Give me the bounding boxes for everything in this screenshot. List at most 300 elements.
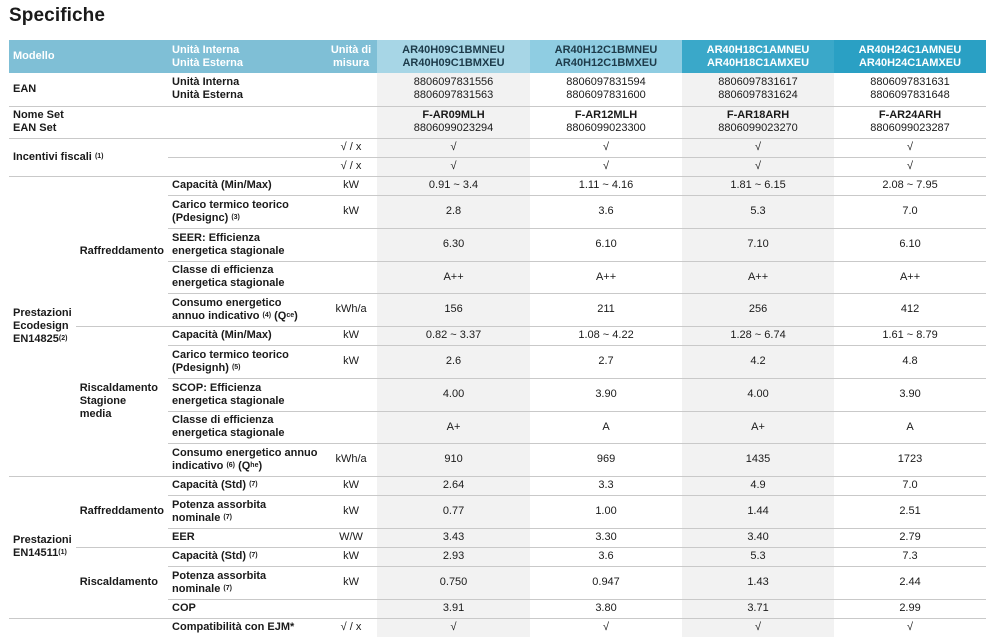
value-cell [682,138,834,157]
value: 910 [444,453,463,465]
spec-unit [325,378,377,411]
value-cell [834,411,986,443]
spec-label [168,599,325,618]
spec-row [9,138,986,157]
spec-extra: (Q [274,309,287,322]
value: 0.91 ~ 3.4 [428,179,479,191]
value-cell [530,106,682,138]
unit-text: kWh/a [335,303,367,315]
value: 2.99 [899,602,921,614]
cooling-label: Raffreddamento [79,244,165,257]
value-cell [834,547,986,566]
value: 156 [444,303,463,315]
value-cell [682,261,834,293]
footnote-ref: (7) [249,552,258,559]
value-cell [530,157,682,176]
spec-label-line1: Capacità (Std) [172,550,246,562]
spec-label-line2: indicativo [172,459,224,472]
model-outdoor: AR40H12C1BMXEU [554,56,658,69]
value-cell [682,476,834,495]
value: √ [603,141,610,153]
value-cell [377,138,530,157]
spec-unit [325,157,377,176]
spec-label-line1: Capacità (Min/Max) [172,329,272,341]
value-cell [377,195,530,228]
value-cell [834,378,986,411]
value-cell [377,176,530,195]
heating-label3: media [79,407,112,420]
value-cell [682,599,834,618]
value: 6.10 [899,238,921,250]
spec-extra-end: ) [294,309,298,322]
value: 3.90 [595,388,617,400]
incentivi-label [9,138,168,176]
value: 4.9 [750,479,766,491]
value: 2.64 [442,479,465,491]
header-model-2 [530,40,682,73]
spec-label-line1: SCOP: Efficienza [172,381,262,394]
value: √ [755,141,762,153]
value-cell [530,261,682,293]
value-cell [530,378,682,411]
value: 8806099023287 [870,122,950,134]
en14511-label1: Prestazioni [13,534,72,546]
value: √ [907,621,914,634]
spec-label-line1: Classe di efficienza [172,414,274,426]
value: 2.79 [899,531,921,543]
value-cell [682,195,834,228]
ean-sub2: Unità Esterna [172,89,243,102]
value-cell [530,345,682,378]
spec-label-line1: Carico termico teorico [172,198,289,211]
value: √ [450,160,457,172]
value: F-AR24ARH [878,109,942,121]
value: 2.8 [445,205,462,217]
partial-left [9,618,168,637]
value-cell [377,566,530,599]
value-cell [530,411,682,443]
value: 5.3 [750,550,766,562]
en14511-cooling-label [76,476,168,547]
unit-text: √ / x [340,141,362,153]
partial-label [168,618,325,637]
value: 4.00 [747,388,769,400]
unit-text: kW [343,205,359,217]
spec-label [168,411,325,443]
value-cell [682,345,834,378]
en14511-label [9,476,76,618]
model-indoor: AR40H09C1BMNEU [402,43,505,56]
header-modello [9,40,168,73]
spec-row [9,326,986,345]
value: A+ [446,420,461,433]
unit-text: kW [343,179,359,191]
header-modello-label: Modello [13,50,55,62]
spec-unit [325,528,377,547]
spec-unit [325,195,377,228]
header-model-4 [834,40,986,73]
value-cell [530,618,682,637]
value: 7.0 [902,205,918,217]
footnote-ref: (7) [249,481,258,488]
value-cell [377,293,530,326]
value: 3.3 [598,479,614,491]
ean-row [9,73,986,106]
spec-label-line1: Capacità (Min/Max) [172,179,272,191]
value: 6.10 [595,238,617,250]
value: 1.00 [595,505,617,517]
header-unita [168,40,325,73]
value: A++ [899,270,921,283]
ecodesign-label2: Ecodesign [13,319,69,332]
spec-unit [325,345,377,378]
value-cell [834,326,986,345]
value-cell [377,106,530,138]
value-cell [682,378,834,411]
value-cell [682,176,834,195]
value: A++ [747,270,769,283]
footnote-ref: (2) [58,334,68,342]
spec-label-line2: (Pdesignc) [172,211,229,224]
value: 1.08 ~ 4.22 [578,329,634,341]
footnote-ref: (3) [231,213,240,221]
unit-text: kW [343,329,359,341]
value: 4.2 [750,355,766,367]
header-unita-esterna: Unità Esterna [172,56,243,69]
footnote-ref: (7) [223,584,232,592]
value: 3.40 [747,531,769,543]
spec-label [168,176,325,195]
model-outdoor: AR40H18C1AMXEU [706,56,810,69]
spec-label [168,228,325,261]
ean-label [9,73,168,106]
value: 2.08 ~ 7.95 [882,179,938,191]
value-cell [530,599,682,618]
spec-label [168,293,325,326]
value: 3.6 [598,205,614,217]
spec-label [168,528,325,547]
value: F-AR18ARH [726,109,790,121]
spec-label [168,443,325,476]
value-cell [377,157,530,176]
value-cell [377,261,530,293]
value-cell [834,566,986,599]
spec-label [168,378,325,411]
value: 4.8 [902,355,918,367]
value-cell [377,547,530,566]
header-unita-di: Unità di [330,43,372,56]
spec-label-line2: annuo indicativo [172,309,260,322]
spec-label-line2: energetica stagionale [172,427,285,439]
value: √ [907,141,914,153]
spec-label [168,547,325,566]
spec-row [9,547,986,566]
value-cell [377,443,530,476]
partial-unit [325,618,377,637]
spec-unit [325,138,377,157]
value: 8806097831648 [870,89,950,102]
unit-text: W/W [339,531,363,543]
value: 3.6 [598,550,614,562]
value: 1723 [897,453,923,465]
spec-extra-sub: ce [286,311,295,319]
value-cell [682,566,834,599]
value-cell [530,443,682,476]
value: 3.71 [747,602,769,614]
value-cell [377,326,530,345]
value: 8806099023300 [566,122,646,134]
unit-text: kW [343,576,359,588]
specifications-table [9,40,986,637]
value: 1.43 [747,576,769,588]
spec-extra-sub: he [250,461,259,469]
set-label1: Nome Set [13,109,64,121]
value-cell [834,176,986,195]
spec-label [168,261,325,293]
value-cell [530,293,682,326]
spec-unit [325,228,377,261]
value-cell [377,476,530,495]
value-cell [682,495,834,528]
unit-text: √ / x [340,621,362,634]
footnote-ref: (4) [262,311,272,319]
spec-label-line2: energetica stagionale [172,394,285,407]
spec-unit [325,261,377,293]
value: √ [603,621,610,634]
value-cell [377,495,530,528]
value-cell [682,443,834,476]
spec-extra-end: ) [258,459,263,472]
ean-sub1: Unità Interna [172,76,240,89]
value-cell [530,566,682,599]
spec-label [168,326,325,345]
value: F-AR09MLH [422,109,485,121]
value: 7.0 [902,479,918,491]
value-cell [834,138,986,157]
unit-text: kW [343,550,359,562]
spec-unit [325,476,377,495]
spec-unit [325,411,377,443]
value-cell [682,106,834,138]
value: 8806097831600 [566,89,646,102]
value: 1.44 [747,505,769,517]
model-indoor: AR40H12C1BMNEU [554,43,658,56]
spec-label-line1: Consumo energetico [172,296,282,309]
spec-label-line1: Potenza assorbita [172,498,267,511]
value-cell [834,528,986,547]
header-model-3 [682,40,834,73]
value: 3.90 [899,388,921,400]
model-outdoor: AR40H09C1BMXEU [402,56,505,69]
spec-label [168,566,325,599]
value-cell [834,293,986,326]
spec-label [168,138,325,157]
header-misura: misura [332,56,370,69]
value: 8806099023294 [413,122,494,134]
value: √ [755,621,762,634]
value-cell [682,326,834,345]
set-label [9,106,168,138]
value-cell [682,528,834,547]
unit-text: kW [343,355,359,367]
value-cell [530,176,682,195]
spec-label-line1: SEER: Efficienza [172,231,261,244]
value: 8806097831624 [718,89,798,102]
spec-row [9,476,986,495]
model-indoor: AR40H24C1AMNEU [858,43,962,56]
spec-label-line1: Consumo energetico annuo [172,446,318,459]
value: 4.00 [442,388,465,400]
spec-label-line1: Carico termico teorico [172,348,289,361]
partial-label-text: Compatibilità con EJM* [172,621,295,634]
value-cell [530,547,682,566]
unit-text: kW [343,505,359,517]
heating-label2: Stagione [79,394,127,407]
spec-unit [325,599,377,618]
value-cell [834,73,986,106]
spec-label [168,345,325,378]
model-outdoor: AR40H24C1AMXEU [858,56,962,69]
spec-unit [325,293,377,326]
value: √ [450,141,457,153]
value-cell [834,618,986,637]
spec-label-line1: Classe di efficienza [172,264,274,276]
value-cell [834,195,986,228]
spec-unit [325,443,377,476]
value: 1.11 ~ 4.16 [578,179,634,191]
ean-unit [325,73,377,106]
value: 0.77 [442,505,465,517]
value: A++ [595,270,617,283]
value-cell [377,73,530,106]
value-cell [834,599,986,618]
spec-label-line2: nominale [172,511,221,524]
value: 2.51 [899,505,921,517]
value: 412 [900,303,920,315]
value: 5.3 [750,205,766,217]
value: 969 [596,453,616,465]
value: 7.3 [902,550,918,562]
unit-text: √ / x [340,160,362,172]
cooling-label: Raffreddamento [79,505,165,517]
value: 2.93 [442,550,465,562]
value-cell [682,157,834,176]
value-cell [530,73,682,106]
ecodesign-label1: Prestazioni [13,306,72,319]
value: 1435 [745,453,771,465]
value: 8806097831617 [718,76,798,89]
spec-label-line1: Capacità (Std) [172,479,246,491]
ecodesign-cooling-label [76,176,168,326]
ecodesign-label [9,176,76,476]
spec-label [168,157,325,176]
value: 0.947 [592,576,620,588]
value: F-AR12MLH [574,109,638,121]
spec-label [168,476,325,495]
spec-unit [325,566,377,599]
model-indoor: AR40H18C1AMNEU [706,43,810,56]
spec-unit [325,176,377,195]
value-cell [377,599,530,618]
value-cell [834,157,986,176]
spec-label [168,495,325,528]
value: A [602,420,610,433]
partial-row [9,618,986,637]
value-cell [834,261,986,293]
footnote-ref: (1) [94,152,104,160]
spec-label-line2: nominale [172,582,221,595]
value-cell [377,411,530,443]
en14511-heating-label [76,547,168,618]
value-cell [377,618,530,637]
value: √ [755,160,762,172]
page-title: Specifiche [9,5,106,26]
value-cell [834,106,986,138]
value: 1.28 ~ 6.74 [730,329,786,341]
value-cell [682,618,834,637]
spec-label-line2: (Pdesignh) [172,361,229,374]
set-label2: EAN Set [13,122,57,134]
value: 7.10 [747,238,769,250]
value-cell [834,345,986,378]
value-cell [834,443,986,476]
value-cell [530,528,682,547]
value-cell [530,476,682,495]
en14511-label2: EN14511 [13,547,59,559]
value: 3.80 [595,602,617,614]
value: 3.30 [595,531,617,543]
value-cell [682,73,834,106]
heating-label1: Riscaldamento [79,381,158,394]
value: 2.44 [899,576,921,588]
value: 3.43 [442,531,465,543]
value-cell [682,411,834,443]
value: √ [907,160,914,172]
header-model-1 [377,40,530,73]
value: A++ [443,270,464,283]
value-cell [530,495,682,528]
spec-extra: (Q [238,459,251,472]
unit-text: kW [343,479,359,491]
value-cell [530,138,682,157]
value-cell [682,547,834,566]
ecodesign-label3: EN14825 [13,332,59,345]
footnote-ref: (7) [223,513,232,521]
value: 0.82 ~ 3.37 [425,329,482,341]
value: 8806097831594 [566,76,646,89]
value-cell [530,228,682,261]
value: √ [603,160,610,172]
value: A [906,420,914,433]
spec-unit [325,495,377,528]
ecodesign-heating-label [76,326,168,476]
header-unita-interna: Unità Interna [172,43,240,56]
value: A+ [751,420,765,433]
spec-label-line1: EER [172,531,195,543]
value: 2.6 [445,355,462,367]
footnote-ref: (1) [58,549,67,556]
value: 1.81 ~ 6.15 [730,179,786,191]
value-cell [377,378,530,411]
value: 256 [748,303,768,315]
value-cell [530,326,682,345]
value-cell [377,528,530,547]
incentivi-label-text: Incentivi fiscali [13,150,92,163]
set-unit [325,106,377,138]
heating-label: Riscaldamento [79,576,158,588]
value-cell [530,195,682,228]
ean-label-text: EAN [13,82,37,95]
